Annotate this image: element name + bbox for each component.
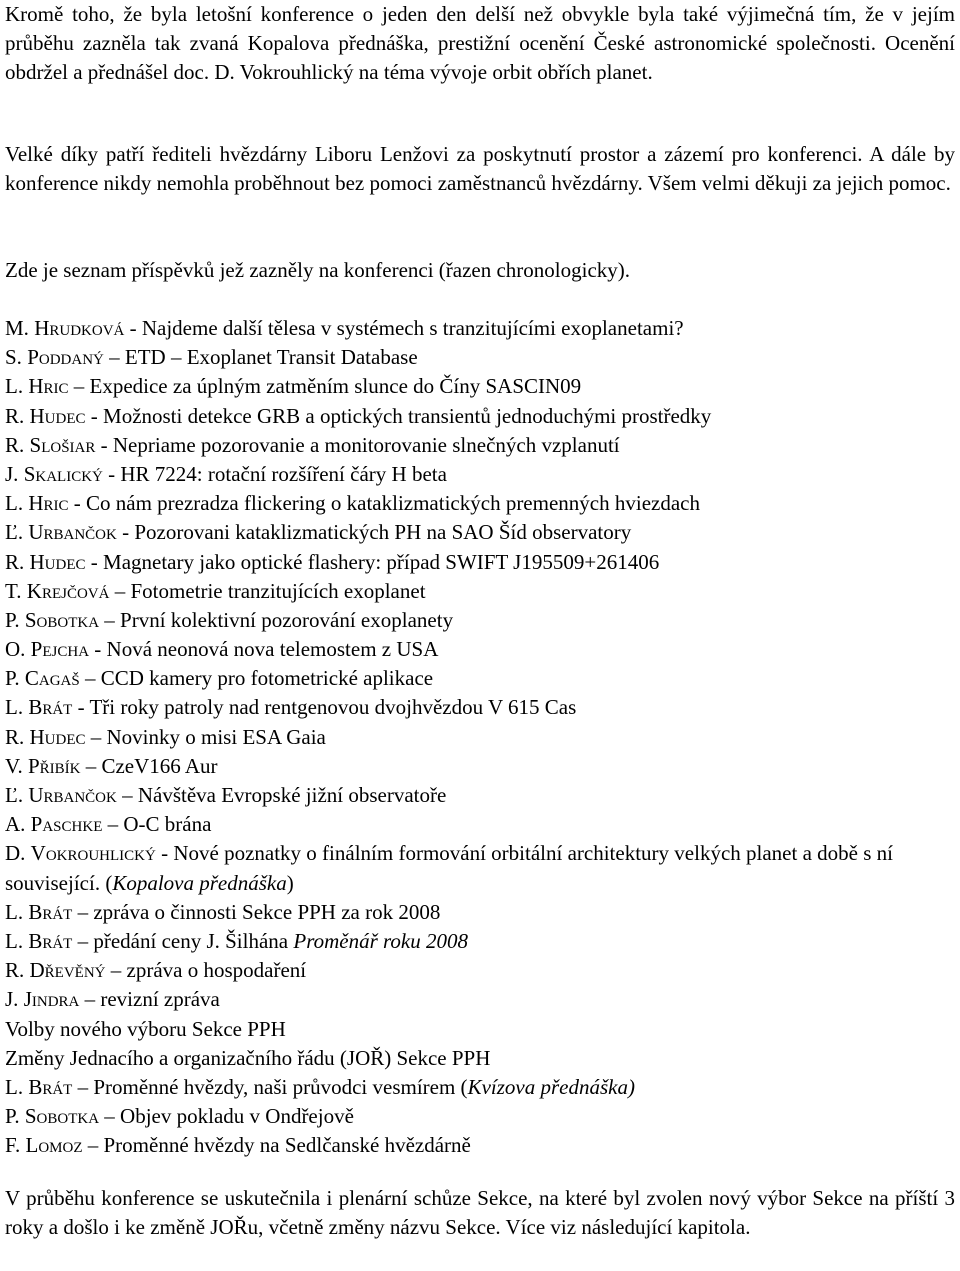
- talk-item: [5, 606, 955, 635]
- talk-title: Nové poznatky o finálním formování orbitální architektury velkých planet a době s ní související. (: [5, 841, 893, 895]
- talk-title: ETD – Exoplanet Transit Database: [124, 345, 418, 370]
- talk-initial: P.: [5, 607, 25, 632]
- talk-initial: O.: [5, 637, 31, 662]
- talk-item: [5, 664, 955, 693]
- talk-title: Najdeme další tělesa v systémech s tranzitujícími exoplanetami?: [141, 316, 684, 340]
- talk-separator: –: [105, 958, 127, 983]
- talk-surname: Brát: [28, 928, 73, 953]
- talk-separator: -: [116, 520, 135, 545]
- talk-initial: P.: [5, 1104, 25, 1129]
- talk-initial: J.: [5, 461, 24, 486]
- talk-separator: -: [124, 316, 142, 340]
- talk-separator: –: [79, 666, 101, 691]
- talk-item: [5, 693, 955, 722]
- talk-initial: R.: [5, 432, 30, 457]
- talk-initial: L.: [5, 899, 29, 924]
- talk-surname: Urbančok: [28, 520, 117, 545]
- talk-separator: -: [68, 491, 86, 516]
- talk-surname: Skalický: [23, 461, 103, 486]
- talk-separator: –: [102, 812, 124, 837]
- talk-initial: F.: [5, 1133, 26, 1158]
- talk-title: Magnetary jako optické flashery: případ SWIFT J195509+261406: [103, 549, 660, 574]
- talk-item: [5, 956, 955, 985]
- closing-paragraph: V průběhu konference se uskutečnila i plenární schůze Sekce, na které byl zvolen nový výbor Sekce na příští 3 roky a došlo i ke změně JOŘu, včetně změny názvu Sekce. Více viz následující kapitola.: [5, 1186, 955, 1240]
- talk-separator: -: [102, 461, 121, 486]
- talk-initial: R.: [5, 403, 30, 428]
- talk-title: Co nám prezradza flickering o kataklizmatických premenných hviezdach: [86, 491, 700, 516]
- talk-item: [5, 898, 955, 927]
- talk-title: HR 7224: rotační rozšíření čáry H beta: [120, 461, 447, 486]
- talk-surname: Paschke: [30, 812, 103, 837]
- talk-surname: Hric: [28, 491, 69, 516]
- talk-initial: L.: [5, 695, 29, 720]
- talk-title: První kolektivní pozorování exoplanety: [120, 607, 454, 632]
- talk-initial: V.: [5, 753, 28, 778]
- talk-initial: L.: [5, 374, 29, 399]
- talk-surname: Slošiar: [29, 432, 96, 457]
- talk-note: Kvízova přednáška): [467, 1074, 635, 1099]
- talk-title: Proměnné hvězdy na Sedlčanské hvězdárně: [103, 1133, 471, 1158]
- talk-separator: –: [72, 1074, 94, 1099]
- talk-item: [5, 314, 955, 343]
- talk-item: [5, 839, 955, 897]
- talk-title: O-C brána: [123, 812, 212, 837]
- talk-title: předání ceny J. Šilhána: [93, 928, 294, 953]
- talk-item: [5, 1015, 955, 1044]
- talk-title: Nepriame pozorovanie a monitorovanie slnečných vzplanutí: [112, 432, 620, 457]
- talk-list: [5, 314, 955, 1160]
- talk-initial: R.: [5, 549, 30, 574]
- talk-item: [5, 723, 955, 752]
- talk-separator: –: [99, 607, 121, 632]
- talk-initial: M.: [5, 316, 35, 340]
- talk-item: [5, 518, 955, 547]
- talk-title: Proměnné hvězdy, naši průvodci vesmírem (: [93, 1074, 468, 1099]
- talk-surname: Sobotka: [24, 607, 100, 632]
- talk-initial: R.: [5, 958, 30, 983]
- talk-item: [5, 1131, 955, 1160]
- talk-initial: L.: [5, 491, 29, 516]
- talk-initial: T.: [5, 578, 27, 603]
- talk-title: Změny Jednacího a organizačního řádu (JOŘ) Sekce PPH: [5, 1045, 491, 1070]
- talk-title: revizní zpráva: [100, 987, 220, 1012]
- talk-item: [5, 781, 955, 810]
- talk-separator: –: [103, 345, 125, 370]
- talk-item: [5, 1102, 955, 1131]
- talk-item: [5, 752, 955, 781]
- talk-title: Expedice za úplným zatměním slunce do Číny SASCIN09: [89, 374, 582, 399]
- intro-paragraph-kopal: Kromě toho, že byla letošní konference o jeden den delší než obvykle byla také výjimečná tím, že v jejím průběhu zazněla tak zvaná Kopalova přednáška, prestižní ocenění České astronomické společnosti. Ocenění obdržel a přednášel doc. D. Vokrouhlický na téma vývoje orbit obřích planet.: [5, 2, 955, 85]
- talk-separator: –: [72, 899, 94, 924]
- talk-title: Fotometrie tranzitujících exoplanet: [130, 578, 426, 603]
- talk-title: Pozorovani kataklizmatických PH na SAO Šíd observatory: [134, 520, 632, 545]
- talk-surname: Lomoz: [25, 1133, 83, 1158]
- talk-separator: –: [99, 1104, 121, 1129]
- talk-surname: Krejčová: [26, 578, 110, 603]
- talk-title: Objev pokladu v Ondřejově: [120, 1104, 354, 1129]
- talk-title: Tři roky patroly nad rentgenovou dvojhvězdou V 615 Cas: [89, 695, 577, 720]
- talk-surname: Jindra: [23, 987, 80, 1012]
- talk-surname: Hric: [28, 374, 69, 399]
- talk-item: [5, 1073, 955, 1102]
- talk-initial: Ľ.: [5, 520, 29, 545]
- talk-item: [5, 372, 955, 401]
- talk-surname: Brát: [28, 695, 73, 720]
- talk-item: [5, 343, 955, 372]
- talk-initial: L.: [5, 1074, 29, 1099]
- talk-surname: Poddaný: [27, 345, 104, 370]
- talk-item: [5, 489, 955, 518]
- talk-surname: Hudec: [29, 549, 86, 574]
- talk-surname: Brát: [28, 899, 73, 924]
- talk-title: CzeV166 Aur: [101, 753, 218, 778]
- talk-initial: L.: [5, 928, 29, 953]
- talk-separator: -: [95, 432, 113, 457]
- talk-separator: –: [82, 1133, 104, 1158]
- talk-separator: –: [116, 783, 138, 807]
- talk-initial: S.: [5, 345, 28, 370]
- talk-separator: -: [89, 637, 107, 662]
- talk-separator: –: [79, 987, 101, 1012]
- talk-note: Proměnář roku 2008: [293, 928, 468, 953]
- talk-surname: Přibík: [27, 753, 81, 778]
- talk-initial: P.: [5, 666, 25, 691]
- talk-item: [5, 927, 955, 956]
- talk-surname: Vokrouhlický: [30, 841, 156, 866]
- talk-item: [5, 460, 955, 489]
- talk-surname: Urbančok: [28, 783, 117, 807]
- talk-item: [5, 548, 955, 577]
- talk-item: [5, 635, 955, 664]
- talk-surname: Hudec: [29, 724, 86, 749]
- talk-separator: -: [85, 403, 104, 428]
- talk-item: [5, 810, 955, 839]
- talk-item: [5, 985, 955, 1014]
- talk-item: [5, 577, 955, 606]
- talk-separator: –: [80, 753, 102, 778]
- talk-separator: –: [72, 928, 94, 953]
- talk-separator: -: [85, 549, 104, 574]
- talk-surname: Sobotka: [24, 1104, 100, 1129]
- talk-separator: -: [72, 695, 90, 720]
- talk-separator: –: [68, 374, 90, 399]
- talk-title: Volby nového výboru Sekce PPH: [5, 1016, 286, 1041]
- talk-separator: -: [155, 841, 174, 866]
- talk-surname: Cagaš: [24, 666, 80, 691]
- talk-surname: Hrudková: [34, 316, 125, 340]
- intro-paragraph-thanks: Velké díky patří řediteli hvězdárny Liboru Lenžovi za poskytnutí prostor a zázemí pro konferenci. A dále by konference nikdy nemohla proběhnout bez pomoci zaměstnanců hvězdárny. Všem velmi děkuji za jejich pomoc.: [5, 142, 955, 196]
- talk-title: Novinky o misi ESA Gaia: [106, 724, 326, 749]
- talk-note: Kopalova přednáška: [112, 870, 287, 895]
- talk-title: zpráva o hospodaření: [126, 958, 307, 983]
- talk-surname: Brát: [28, 1074, 73, 1099]
- talk-separator: –: [109, 578, 131, 603]
- talk-initial: Ľ.: [5, 783, 29, 807]
- talk-title: Nová neonová nova telemostem z USA: [106, 637, 439, 662]
- talk-initial: D.: [5, 841, 31, 866]
- talk-surname: Pejcha: [30, 637, 90, 662]
- talk-title: Návštěva Evropské jižní observatoře: [137, 783, 447, 807]
- talk-title: zpráva o činnosti Sekce PPH za rok 2008: [93, 899, 441, 924]
- talk-item: [5, 431, 955, 460]
- talk-surname: Dřevěný: [29, 958, 106, 983]
- talk-item: [5, 402, 955, 431]
- talk-title: CCD kamery pro fotometrické aplikace: [100, 666, 434, 691]
- talk-separator: –: [85, 724, 107, 749]
- talk-initial: R.: [5, 724, 30, 749]
- intro-paragraph-list-heading: Zde je seznam příspěvků jež zazněly na konferenci (řazen chronologicky).: [5, 258, 631, 282]
- talk-surname: Hudec: [29, 403, 86, 428]
- talk-title: Možnosti detekce GRB a optických transientů jednoduchými prostředky: [103, 403, 712, 428]
- talk-initial: J.: [5, 987, 24, 1012]
- talk-tail: ): [286, 870, 294, 895]
- talk-item: [5, 1044, 955, 1073]
- talk-initial: A.: [5, 812, 31, 837]
